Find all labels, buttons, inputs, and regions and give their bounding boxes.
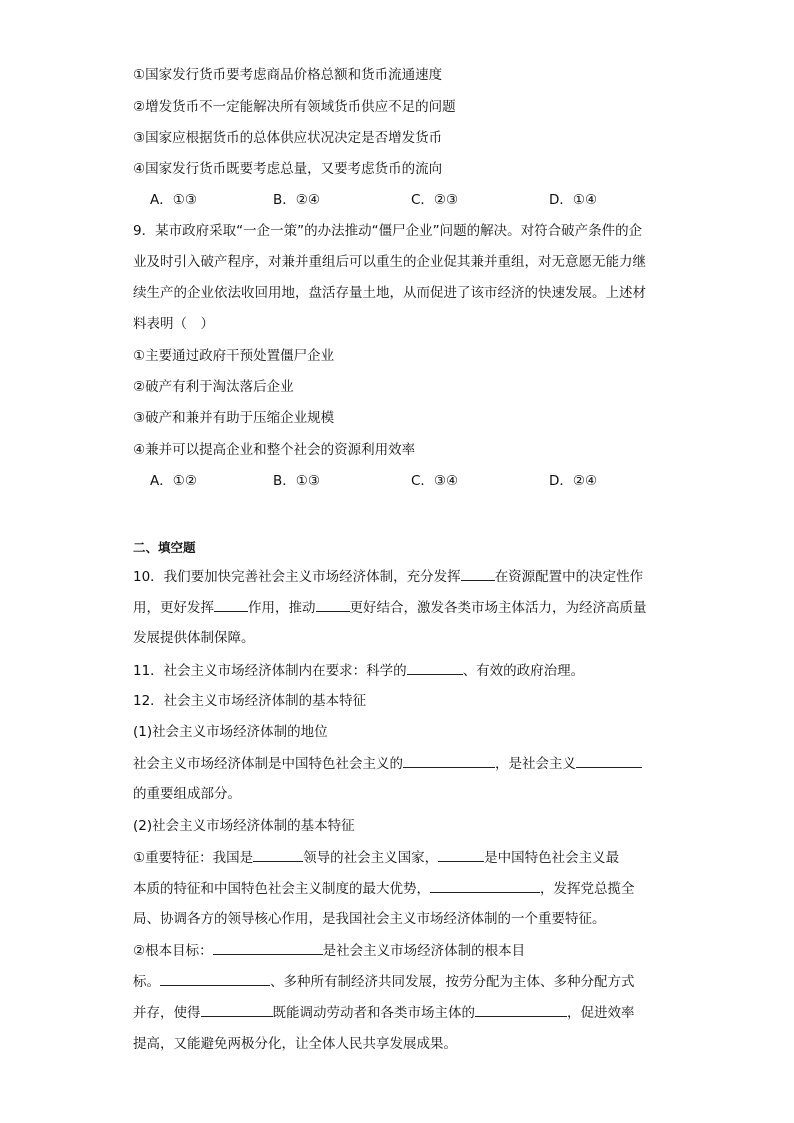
q12-text-f1c: 是中国特色社会主义最 — [484, 850, 620, 866]
q12-feature-line-3: 局、协调各方的领导核心作用，是我国社会主义市场经济体制的一个重要特征。 — [133, 911, 606, 927]
q12-text-g2a: 标。 — [133, 974, 160, 990]
q12-feature-line-2 — [133, 878, 694, 899]
q11-text-b: 、有效的政府治理。 — [462, 663, 585, 679]
q9-item-3: ③破产和兼并有助于压缩企业规模 — [133, 410, 335, 426]
q10-line-1 — [133, 566, 694, 587]
q8-item-1: ①国家发行货币要考虑商品价格总额和货币流通速度 — [133, 67, 443, 83]
q9-stem-line-4: 料表明（ ） — [133, 316, 214, 332]
q12-text-p1a: 社会主义市场经济体制是中国特色社会主义的 — [133, 756, 403, 772]
q12-goal-line-4: 提高，又能避免两极分化，让全体人民共享发展成果。 — [133, 1036, 457, 1052]
q10-line-3: 发展提供体制保障。 — [133, 630, 255, 646]
q10-blank-1[interactable] — [461, 566, 495, 581]
section-title: 二、填空题 — [133, 540, 196, 555]
q10-text-2a: 用，更好发挥 — [133, 600, 214, 616]
q10-line-2 — [133, 597, 694, 618]
q12-goal-line-1 — [133, 940, 694, 961]
q12-goal-line-3 — [133, 1002, 694, 1023]
q11-text-a: 11．社会主义市场经济体制内在要求：科学的 — [133, 663, 407, 679]
q12-blank-7[interactable] — [160, 971, 270, 986]
q8-item-3: ③国家应根据货币的总体供应状况决定是否增发货币 — [133, 130, 443, 146]
q12-text-p1b: ，是社会主义 — [495, 756, 576, 772]
q9-item-1: ①主要通过政府干预处置僵尸企业 — [133, 348, 335, 364]
q9-option-b[interactable]: B．①③ — [273, 473, 320, 489]
q8-option-d[interactable]: D．①④ — [549, 192, 598, 208]
q12-feature-line-1 — [133, 847, 694, 868]
q10-text-1a: 10．我们要加快完善社会主义市场经济体制，充分发挥 — [133, 569, 461, 585]
q8-options — [150, 190, 670, 210]
q12-text-g3a: 并存，使得 — [133, 1005, 201, 1021]
q12-subheading-1: (1)社会主义市场经济体制的地位 — [133, 724, 328, 740]
q12-blank-9[interactable] — [475, 1002, 567, 1017]
q9-item-2: ②破产有利于淘汰落后企业 — [133, 379, 294, 395]
q11-line — [133, 660, 694, 681]
q9-option-c[interactable]: C．③④ — [411, 473, 459, 489]
q12-para-1-line-1 — [133, 753, 694, 774]
q12-text-g1a: ②根本目标： — [133, 943, 213, 959]
q10-text-2c: 更好结合，激发各类市场主体活力，为经济高质量 — [349, 600, 647, 616]
q9-item-4: ④兼并可以提高企业和整个社会的资源利用效率 — [133, 442, 416, 458]
q8-option-c[interactable]: C．②③ — [411, 192, 459, 208]
q12-blank-6[interactable] — [213, 940, 323, 955]
q12-subheading-2: (2)社会主义市场经济体制的基本特征 — [133, 818, 355, 834]
q12-blank-8[interactable] — [201, 1002, 273, 1017]
q10-text-2b: 作用，推动 — [248, 600, 316, 616]
q10-text-1b: 在资源配置中的决定性作 — [494, 569, 644, 585]
q10-blank-2[interactable] — [214, 597, 248, 612]
q9-stem-line-1: 9．某市政府采取“一企一策”的办法推动“僵尸企业”问题的解决。对符合破产条件的企 — [133, 223, 643, 239]
q12-text-g1b: 是社会主义市场经济体制的根本目 — [322, 943, 526, 959]
q12-text-f1b: 领导的社会主义国家， — [303, 850, 439, 866]
q8-item-4: ④国家发行货币既要考虑总量，又要考虑货币的流向 — [133, 161, 443, 177]
q12-text-f1a: ①重要特征：我国是 — [133, 850, 254, 866]
q8-option-b[interactable]: B．②④ — [273, 192, 320, 208]
q12-blank-3[interactable] — [253, 847, 303, 862]
q9-option-d[interactable]: D．②④ — [549, 473, 598, 489]
q12-title: 12．社会主义市场经济体制的基本特征 — [133, 693, 367, 709]
q12-para-1-line-2: 的重要组成部分。 — [133, 786, 241, 802]
q12-text-g3b: 既能调动劳动者和各类市场主体的 — [272, 1005, 475, 1021]
q8-item-2: ②增发货币不一定能解决所有领域货币供应不足的问题 — [133, 99, 456, 115]
q12-text-f2a: 本质的特征和中国特色社会主义制度的最大优势， — [133, 881, 430, 897]
q11-blank[interactable] — [407, 660, 463, 675]
q9-stem-line-2: 业及时引入破产程序，对兼并重组后可以重生的企业促其兼并重组，对无意愿无能力继 — [133, 254, 646, 270]
q12-text-g2b: 、多种所有制经济共同发展，按劳分配为主体、多种分配方式 — [270, 974, 635, 990]
q9-stem-line-3: 续生产的企业依法收回用地，盘活存量土地，从而促进了该市经济的快速发展。上述材 — [133, 285, 646, 301]
q12-blank-5[interactable] — [430, 878, 540, 893]
q10-blank-3[interactable] — [316, 597, 350, 612]
q9-option-a[interactable]: A．①② — [150, 473, 197, 489]
q12-blank-2[interactable] — [576, 753, 642, 768]
q12-blank-4[interactable] — [438, 847, 484, 862]
q9-options — [150, 471, 670, 491]
q12-blank-1[interactable] — [403, 753, 495, 768]
q12-text-g3c: ，促进效率 — [567, 1005, 635, 1021]
q12-text-f2b: ，发挥党总揽全 — [540, 881, 635, 897]
q12-goal-line-2 — [133, 971, 694, 992]
q8-option-a[interactable]: A．①③ — [150, 192, 197, 208]
